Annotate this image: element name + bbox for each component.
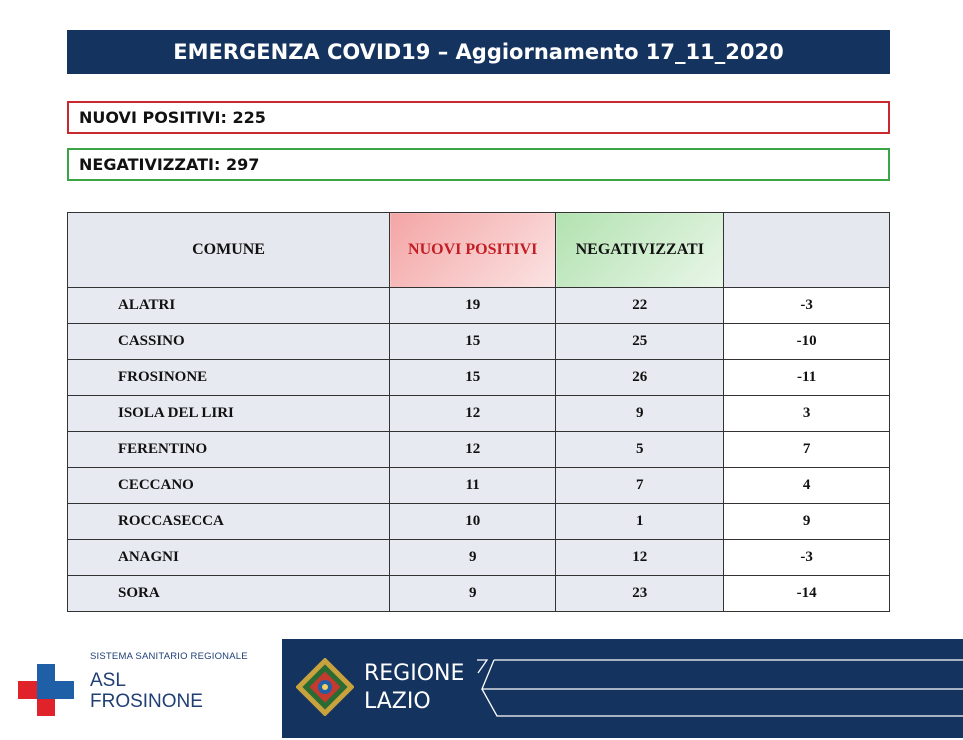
- table-row: [68, 504, 890, 540]
- cell-comune: CASSINO: [68, 324, 390, 360]
- cell-nuovi-positivi: 9: [390, 540, 556, 576]
- recovered-box: [67, 148, 890, 181]
- asl-subtitle: SISTEMA SANITARIO REGIONALE: [90, 651, 248, 662]
- cell-comune: ISOLA DEL LIRI: [68, 396, 390, 432]
- page-title-bar: [67, 30, 890, 74]
- cell-nuovi-positivi: 19: [390, 288, 556, 324]
- cell-nuovi-positivi: 15: [390, 324, 556, 360]
- cell-difference: -14: [724, 576, 890, 612]
- table-row: [68, 360, 890, 396]
- new-positives-text: NUOVI POSITIVI: 225: [79, 108, 266, 127]
- table-row: [68, 576, 890, 612]
- region-name-line1: REGIONE: [364, 661, 465, 686]
- cell-nuovi-positivi: 10: [390, 504, 556, 540]
- recovered-text: NEGATIVIZZATI: 297: [79, 155, 260, 174]
- cell-difference: 4: [724, 468, 890, 504]
- cell-difference: 7: [724, 432, 890, 468]
- cell-comune: ROCCASECCA: [68, 504, 390, 540]
- cell-negativizzati: 22: [556, 288, 724, 324]
- table-row: [68, 288, 890, 324]
- region-lazio-emblem: [296, 658, 354, 716]
- cell-nuovi-positivi: 11: [390, 468, 556, 504]
- region-name-line2: LAZIO: [364, 689, 431, 714]
- header-negativizzati: NEGATIVIZZATI: [556, 213, 724, 288]
- cell-comune: CECCANO: [68, 468, 390, 504]
- cell-negativizzati: 12: [556, 540, 724, 576]
- cell-difference: -11: [724, 360, 890, 396]
- cell-comune: SORA: [68, 576, 390, 612]
- cell-difference: 3: [724, 396, 890, 432]
- cell-nuovi-positivi: 9: [390, 576, 556, 612]
- asl-name: [90, 670, 203, 712]
- asl-name-line2: FROSINONE: [90, 691, 203, 712]
- cell-nuovi-positivi: 15: [390, 360, 556, 396]
- cell-nuovi-positivi: 12: [390, 396, 556, 432]
- page-title: EMERGENZA COVID19 – Aggiornamento 17_11_2020: [173, 40, 784, 64]
- new-positives-box: [67, 101, 890, 134]
- cell-difference: 9: [724, 504, 890, 540]
- cell-negativizzati: 5: [556, 432, 724, 468]
- header-comune: COMUNE: [68, 213, 390, 288]
- asl-cross-logo: [18, 664, 74, 716]
- table-row: [68, 432, 890, 468]
- cell-comune: FROSINONE: [68, 360, 390, 396]
- cell-negativizzati: 26: [556, 360, 724, 396]
- table-header-row: [68, 213, 890, 288]
- cell-comune: ALATRI: [68, 288, 390, 324]
- region-name: [364, 660, 464, 716]
- cell-comune: ANAGNI: [68, 540, 390, 576]
- cell-comune: FERENTINO: [68, 432, 390, 468]
- table-body: [68, 288, 890, 612]
- cell-difference: -3: [724, 540, 890, 576]
- header-difference: [724, 213, 890, 288]
- table-row: [68, 396, 890, 432]
- municipality-table: [67, 212, 890, 612]
- asl-name-line1: ASL: [90, 670, 126, 691]
- cell-negativizzati: 25: [556, 324, 724, 360]
- table-row: [68, 324, 890, 360]
- cell-negativizzati: 7: [556, 468, 724, 504]
- table-row: [68, 468, 890, 504]
- cell-difference: -10: [724, 324, 890, 360]
- cell-negativizzati: 23: [556, 576, 724, 612]
- cell-difference: -3: [724, 288, 890, 324]
- header-nuovi-positivi: NUOVI POSITIVI: [390, 213, 556, 288]
- cell-negativizzati: 1: [556, 504, 724, 540]
- table-row: [68, 540, 890, 576]
- cell-nuovi-positivi: 12: [390, 432, 556, 468]
- cell-negativizzati: 9: [556, 396, 724, 432]
